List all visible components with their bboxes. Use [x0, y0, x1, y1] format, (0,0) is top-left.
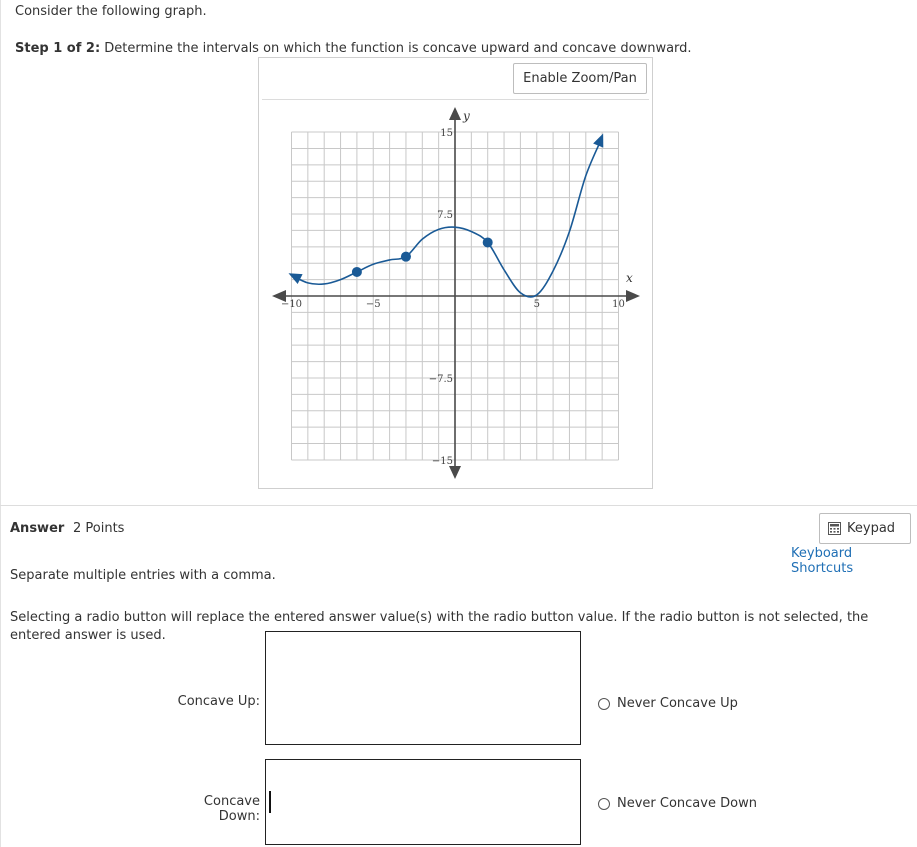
keypad-label: Keypad [847, 521, 896, 536]
graph-tick-labels [281, 128, 625, 467]
never-concave-up-radio[interactable] [598, 698, 610, 710]
question-intro: Consider the following graph. [15, 4, 207, 19]
x-axis-arrow-right [626, 290, 640, 302]
text-cursor [269, 791, 271, 813]
step-prefix: Step 1 of 2: [15, 41, 101, 56]
keypad-button[interactable] [819, 513, 911, 544]
x-tick-label: 10 [612, 299, 625, 310]
never-concave-up-option[interactable] [598, 696, 738, 711]
y-tick-label: −7.5 [428, 373, 453, 385]
graph-card-divider [262, 99, 649, 100]
graph-axes [272, 107, 640, 479]
never-concave-down-option[interactable] [598, 796, 757, 811]
keyboard-shortcuts-link[interactable]: Keyboard Shortcuts [791, 546, 854, 576]
enable-zoom-pan-button[interactable]: Enable Zoom/Pan [513, 63, 647, 94]
concave-down-input[interactable] [265, 759, 581, 845]
section-divider [0, 505, 917, 506]
y-tick-label: 15 [440, 128, 453, 140]
y-axis-arrow-up [449, 107, 461, 120]
calculator-icon [828, 522, 841, 535]
points-value: 2 Points [73, 521, 125, 536]
y-axis-arrow-down [449, 466, 461, 479]
x-tick-label: 5 [533, 299, 540, 310]
y-tick-label: 7.5 [437, 210, 453, 222]
concave-up-input[interactable] [265, 631, 581, 745]
function-graph[interactable] [268, 105, 646, 485]
graph-point [483, 237, 493, 247]
radio-button-note: Selecting a radio button will replace the entered answer value(s) with the radio button value. If the radio button is not selected, the entered answer is used. [10, 610, 869, 643]
step-text: Determine the intervals on which the function is concave upward and concave downward. [100, 41, 692, 56]
step-instruction [15, 41, 692, 56]
y-axis-label: y [463, 109, 470, 123]
concave-down-label: Concave Down: [203, 794, 260, 824]
graph-point [401, 252, 411, 262]
curve-arrow-left [289, 273, 303, 284]
curve-arrow-right [593, 134, 603, 148]
left-border [0, 0, 1, 847]
graph-points [289, 134, 604, 284]
concave-up-label: Concave Up: [177, 694, 260, 709]
y-tick-label: −15 [431, 455, 453, 467]
separate-entries-note: Separate multiple entries with a comma. [10, 568, 276, 583]
x-tick-label: −10 [280, 299, 303, 310]
x-tick-label: −5 [365, 299, 381, 310]
never-concave-up-label: Never Concave Up [617, 696, 738, 711]
x-axis-label: x [626, 271, 633, 285]
never-concave-down-label: Never Concave Down [617, 796, 757, 811]
answer-heading: Answer [10, 521, 65, 536]
never-concave-down-radio[interactable] [598, 798, 610, 810]
graph-point [352, 267, 362, 277]
